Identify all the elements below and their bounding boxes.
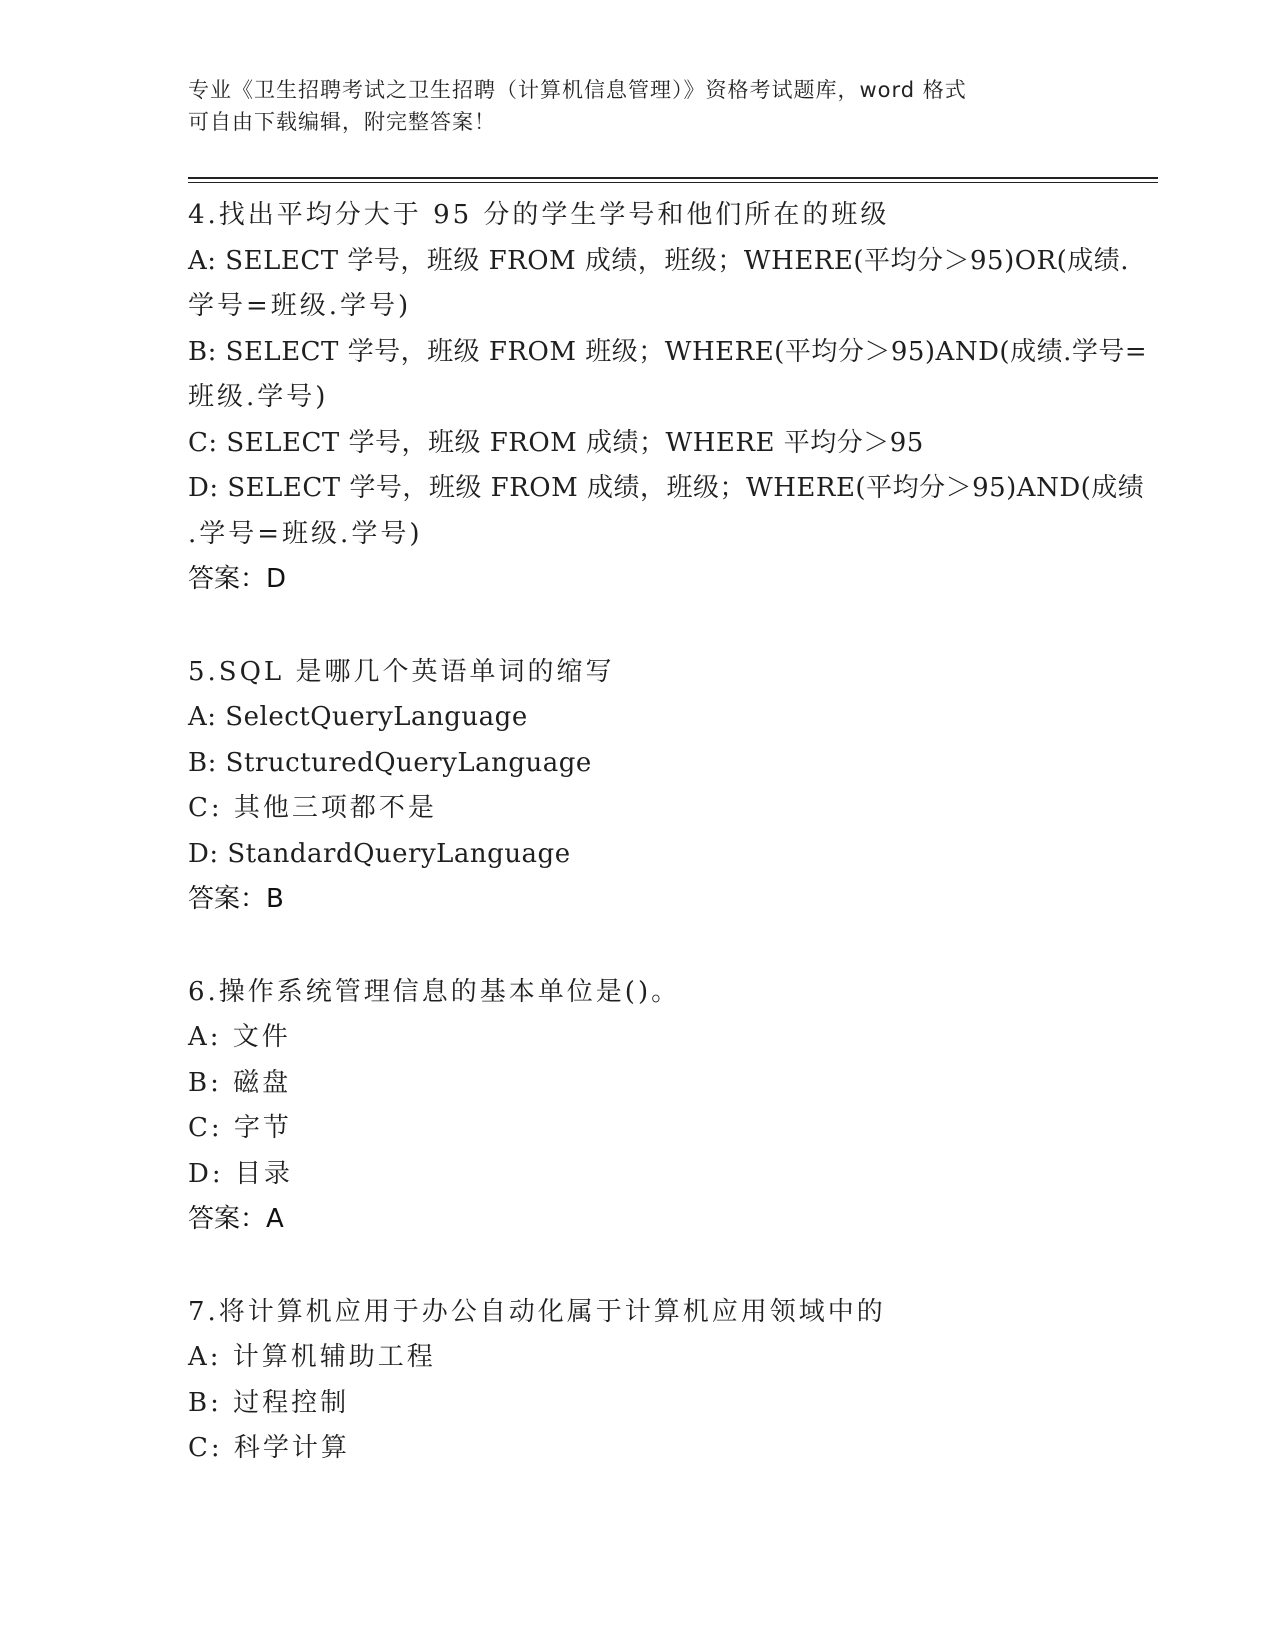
question-7-option-c: C: 科学计算 [188,1433,350,1463]
question-4-option-c: C: SELECT 学号，班级 FROM 成绩；WHERE 平均分＞95 [188,427,924,458]
header-line-1: 专业《卫生招聘考试之卫生招聘（计算机信息管理）》资格考试题库，word 格式 [188,78,967,102]
question-4-option-b-cont: 班级.学号) [188,382,329,412]
question-5-option-b: B: StructuredQueryLanguage [188,747,592,778]
question-4-stem: 4.找出平均分大于 95 分的学生学号和他们所在的班级 [188,200,890,230]
question-4 [188,193,1148,603]
question-4-option-a-cont: 学号=班级.学号) [188,291,412,321]
question-6-option-b: B: 磁盘 [188,1067,292,1098]
question-4-option-b: B: SELECT 学号，班级 FROM 班级；WHERE(平均分＞95)AND(成绩.学号= [188,336,1148,367]
question-list [188,193,1148,1519]
question-6-option-a: A: 文件 [188,1022,291,1052]
question-5-option-d: D: StandardQueryLanguage [188,838,571,869]
question-6 [188,970,1088,1243]
question-6-option-c: C: 字节 [188,1113,292,1143]
header-divider-thick [188,177,1158,179]
question-5-option-c: C: 其他三项都不是 [188,793,437,823]
question-6-stem: 6.操作系统管理信息的基本单位是()。 [188,976,681,1007]
question-7 [188,1290,1088,1472]
question-7-option-a: A: 计算机辅助工程 [188,1342,436,1372]
header-line-2: 可自由下载编辑，附完整答案！ [188,110,496,134]
question-4-answer: 答案：D [188,564,287,594]
header-divider-thin [188,182,1158,183]
question-7-option-b: B: 过程控制 [188,1387,350,1418]
question-4-option-d: D: SELECT 学号，班级 FROM 成绩，班级；WHERE(平均分＞95)AND(成绩 [188,473,1145,503]
question-6-option-d: D: 目录 [188,1158,293,1189]
question-5 [188,650,1088,923]
document-header [188,74,1068,138]
question-5-option-a: A: SelectQueryLanguage [188,702,528,732]
question-5-answer: 答案：B [188,884,284,914]
question-4-option-a: A: SELECT 学号，班级 FROM 成绩，班级；WHERE(平均分＞95)OR(成绩. [188,245,1130,276]
question-7-stem: 7.将计算机应用于办公自动化属于计算机应用领域中的 [188,1296,886,1327]
question-4-option-d-cont: .学号=班级.学号) [188,518,423,549]
question-6-answer: 答案：A [188,1204,284,1234]
question-5-stem: 5.SQL 是哪几个英语单词的缩写 [188,656,615,687]
